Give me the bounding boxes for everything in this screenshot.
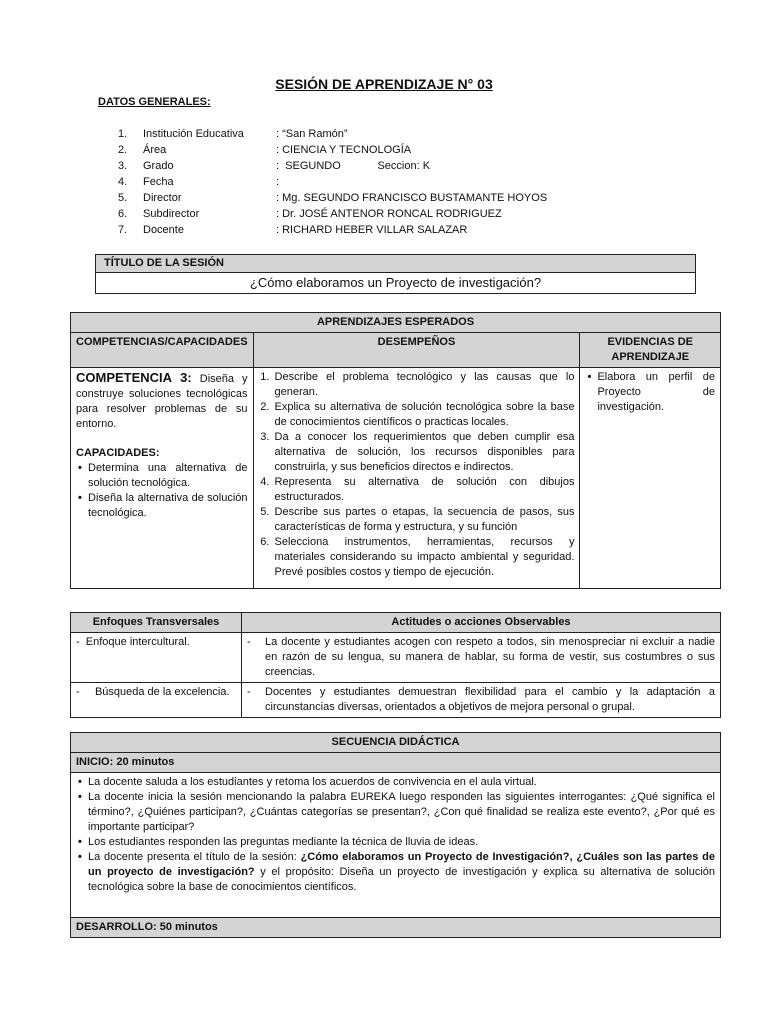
datos-generales-list [118, 126, 547, 238]
list-item: • Elabora un perfil de Proyecto de investigación. [597, 370, 715, 415]
bold-question: ¿Cómo elaboramos un Proyecto de Investigación?, ¿Cuáles son las partes de un proyecto de investigación? [88, 851, 715, 878]
list-item: • La docente inicia la sesión mencionando la palabra EUREKA luego responden las siguientes interrogantes: ¿Qué significa el término?, ¿Quiénes participan?, ¿Cuántas categorías se presentan?, ¿Con qué finalidad se realiza este evento?, ¿Por qué es importante participar? [88, 790, 715, 835]
competencia-block [76, 370, 248, 432]
competencias-cell [71, 368, 254, 589]
col-enfoques: Enfoques Transversales [71, 613, 242, 633]
datos-label: Subdirector [143, 208, 200, 220]
titulo-sesion-value: ¿Cómo elaboramos un Proyecto de investigación? [96, 273, 696, 294]
list-item: 3. Da a conocer los requerimientos que deben cumplir esa alternativa de solución, los recursos disponibles para construirla, y sus beneficios directos e indirectos. [273, 430, 575, 475]
datos-row: 7. Docente : RICHARD HEBER VILLAR SALAZAR [118, 224, 468, 236]
datos-row: 2. Área : CIENCIA Y TECNOLOGÍA [118, 144, 412, 156]
capacidades-list [76, 461, 248, 521]
datos-row: 4. Fecha : [118, 176, 280, 188]
datos-label: Director [143, 192, 182, 204]
inicio-content [71, 773, 721, 918]
datos-row: 6. Subdirector : Dr. JOSÉ ANTENOR RONCAL RODRIGUEZ [118, 208, 502, 220]
datos-row: 5. Director : Mg. SEGUNDO FRANCISCO BUSTAMANTE HOYOS [118, 192, 548, 204]
actitud-cell: - Docentes y estudiantes demuestran flexibilidad para el cambio y la adaptación a circunstancias diversas, orientados a objetivos de mejora personal o grupal. [242, 683, 721, 718]
list-item: 5. Describe sus partes o etapas, la secuencia de pasos, sus características de forma y estructura, y su función [273, 505, 575, 535]
col-evidencias: EVIDENCIAS DE APRENDIZAJE [580, 333, 721, 368]
competencia-text: Diseña y construye soluciones tecnológicas para resolver problemas de su entorno. [76, 373, 248, 430]
titulo-sesion-label: TÍTULO DE LA SESIÓN [96, 255, 696, 273]
datos-label: Institución Educativa [143, 128, 244, 140]
list-item: • Los estudiantes responden las preguntas mediante la técnica de lluvia de ideas. [88, 835, 715, 850]
list-item: • Diseña la alternativa de solución tecnológica. [88, 491, 248, 521]
enfoque-cell: - Enfoque intercultural. [71, 633, 242, 683]
list-item: • La docente presenta el título de la sesión: ¿Cómo elaboramos un Proyecto de Investigación?, ¿Cuáles son las partes de un proyecto de investigación? y el propósito: Diseña un proyecto de investigación y explica su alternativa de solución tecnológica sobre la base de conocimientos científicos. [88, 850, 715, 895]
col-desempenos: DESEMPEÑOS [253, 333, 580, 368]
aprendizajes-header: APRENDIZAJES ESPERADOS [71, 313, 721, 333]
datos-label: Área [143, 144, 167, 156]
datos-label: Grado [143, 160, 174, 172]
datos-label: Fecha [143, 176, 174, 188]
datos-value: : [276, 176, 280, 188]
secuencia-table [70, 732, 721, 938]
page-title: SESIÓN DE APRENDIZAJE N° 03 [275, 76, 493, 92]
inicio-heading: INICIO: 20 minutos [71, 753, 721, 773]
list-item: 2. Explica su alternativa de solución tecnológica sobre la base de conocimientos científicos o practicas locales. [273, 400, 575, 430]
list-item: 6. Selecciona instrumentos, herramientas, recursos y materiales considerando su impacto ambiental y seguridad. Prevé posibles costos y tiempo de ejecución. [273, 535, 575, 580]
datos-value: : CIENCIA Y TECNOLOGÍA [276, 144, 412, 156]
datos-value: : RICHARD HEBER VILLAR SALAZAR [276, 224, 468, 236]
list-item: 1. Describe el problema tecnológico y las causas que lo generan. [273, 370, 575, 400]
secuencia-header: SECUENCIA DIDÁCTICA [71, 733, 721, 753]
datos-label: Docente [143, 224, 184, 236]
enfoques-table [70, 612, 721, 718]
actitud-text: Docentes y estudiantes demuestran flexibilidad para el cambio y la adaptación a circunstancias diversas, orientados a objetivos de mejora personal o grupal. [265, 686, 715, 713]
evidencias-cell [580, 368, 721, 589]
titulo-sesion-table [95, 254, 696, 294]
list-item: 4. Representa su alternativa de solución con dibujos estructurados. [273, 475, 575, 505]
competencia-label: COMPETENCIA 3: [76, 370, 192, 385]
actitud-cell: - La docente y estudiantes acogen con respeto a todos, sin menospreciar ni excluir a nadie en razón de su lengua, su manera de hablar, su forma de vestir, sus costumbres o sus creencias. [242, 633, 721, 683]
enfoque-cell: - Búsqueda de la excelencia. [71, 683, 242, 718]
desempenos-list [259, 370, 575, 580]
datos-row: 1. Institución Educativa : “San Ramón” [118, 128, 348, 140]
datos-value: : Mg. SEGUNDO FRANCISCO BUSTAMANTE HOYOS [276, 192, 548, 204]
list-item: • Determina una alternativa de solución tecnológica. [88, 461, 248, 491]
datos-row: 3. Grado : SEGUNDO Seccion: K [118, 160, 431, 172]
datos-value: : “San Ramón” [276, 128, 348, 140]
datos-value: : SEGUNDO Seccion: K [276, 160, 431, 172]
actitud-text: La docente y estudiantes acogen con respeto a todos, sin menospreciar ni excluir a nadie en razón de su lengua, su manera de hablar, su forma de vestir, sus costumbres o sus creencias. [265, 636, 715, 678]
aprendizajes-table [70, 312, 721, 589]
col-competencias: COMPETENCIAS/CAPACIDADES [71, 333, 254, 368]
desempenos-cell [253, 368, 580, 589]
desarrollo-heading: DESARROLLO: 50 minutos [71, 918, 721, 938]
col-actitudes: Actitudes o acciones Observables [242, 613, 721, 633]
datos-generales-heading: DATOS GENERALES: [98, 96, 211, 108]
inicio-list [76, 775, 715, 895]
evidencias-list [585, 370, 715, 415]
capacidades-label: CAPACIDADES: [76, 447, 160, 459]
datos-value: : Dr. JOSÉ ANTENOR RONCAL RODRIGUEZ [276, 208, 502, 220]
list-item: • La docente saluda a los estudiantes y retoma los acuerdos de convivencia en el aula virtual. [88, 775, 715, 790]
